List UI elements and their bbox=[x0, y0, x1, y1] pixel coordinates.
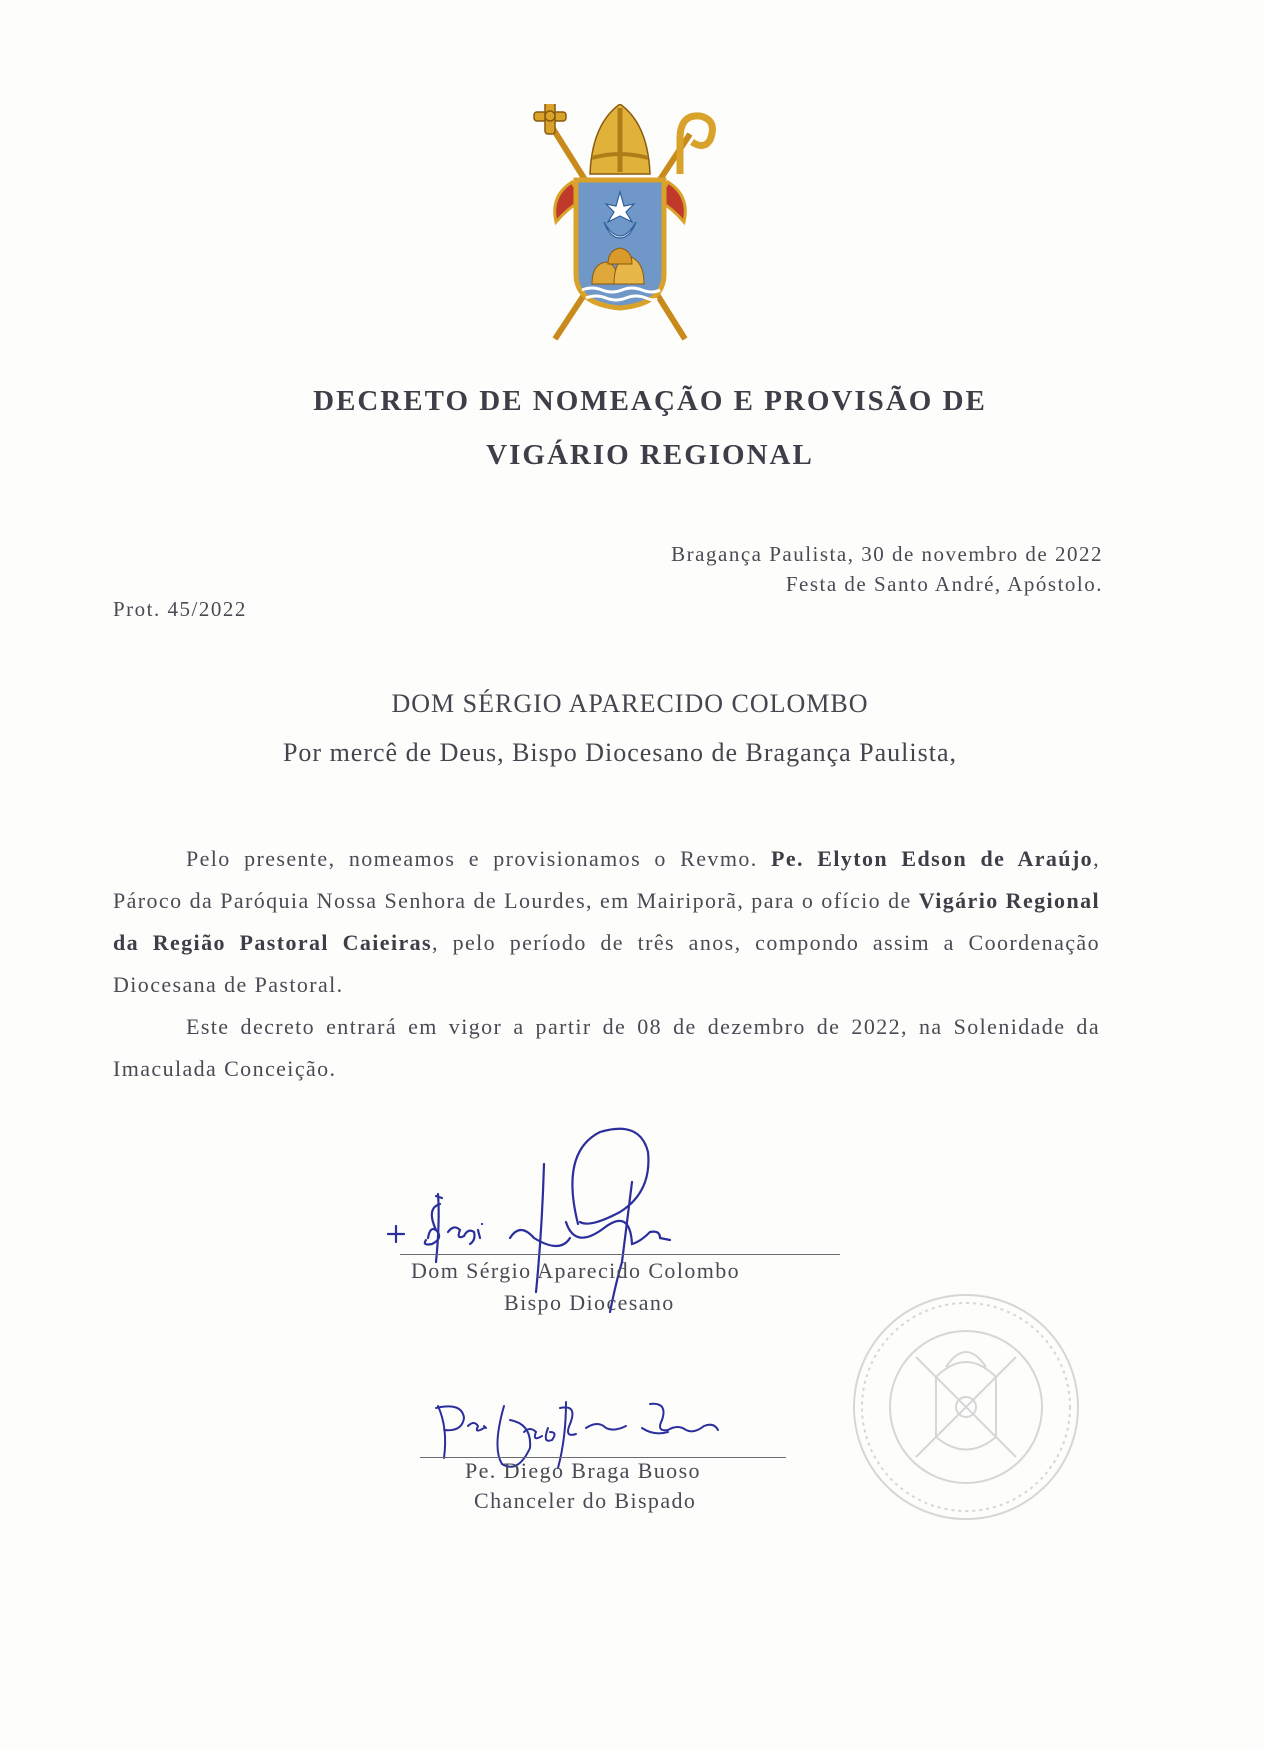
body-text-run: , pelo período de três anos, compondo assim a Coordenação Diocesana de Pastoral. bbox=[113, 930, 1100, 997]
body-paragraph-1 bbox=[113, 838, 1100, 1006]
diocesan-coat-of-arms-icon bbox=[520, 104, 720, 344]
decree-title-line-1: DECRETO DE NOMEAÇÃO E PROVISÃO DE bbox=[313, 385, 987, 417]
embossed-seal-icon bbox=[846, 1287, 1086, 1527]
decree-body bbox=[113, 838, 1100, 1090]
body-paragraph-2: Este decreto entrará em vigor a partir de 08 de dezembro de 2022, na Solenidade da Imaculada Conceição. bbox=[113, 1014, 1100, 1081]
body-text-run: , Pároco da Paróquia Nossa Senhora de Lourdes, em Mairiporã, para o ofício de bbox=[113, 846, 1100, 913]
protocol-number: Prot. 45/2022 bbox=[113, 597, 247, 621]
signature-line bbox=[400, 1254, 840, 1255]
decree-title-line-2: VIGÁRIO REGIONAL bbox=[486, 439, 814, 471]
signatory-name: Dom Sérgio Aparecido Colombo bbox=[411, 1258, 741, 1283]
appointee-name: Pe. Elyton Edson de Araújo bbox=[771, 846, 1094, 871]
office-title: Vigário Regional da Região Pastoral Caieiras bbox=[113, 888, 1100, 955]
body-text-run: Pelo presente, nomeamos e provisionamos o Revmo. bbox=[186, 846, 772, 871]
feast-day: Festa de Santo André, Apóstolo. bbox=[785, 572, 1103, 596]
signatory-role: Bispo Diocesano bbox=[504, 1290, 675, 1315]
signatory-role: Chanceler do Bispado bbox=[474, 1488, 697, 1513]
issuer-title: Por mercê de Deus, Bispo Diocesano de Bragança Paulista, bbox=[282, 738, 958, 767]
signatory-name: Pe. Diego Braga Buoso bbox=[465, 1458, 701, 1483]
issuer-name: DOM SÉRGIO APARECIDO COLOMBO bbox=[391, 689, 869, 718]
place-and-date: Bragança Paulista, 30 de novembro de 2022 bbox=[671, 542, 1103, 566]
